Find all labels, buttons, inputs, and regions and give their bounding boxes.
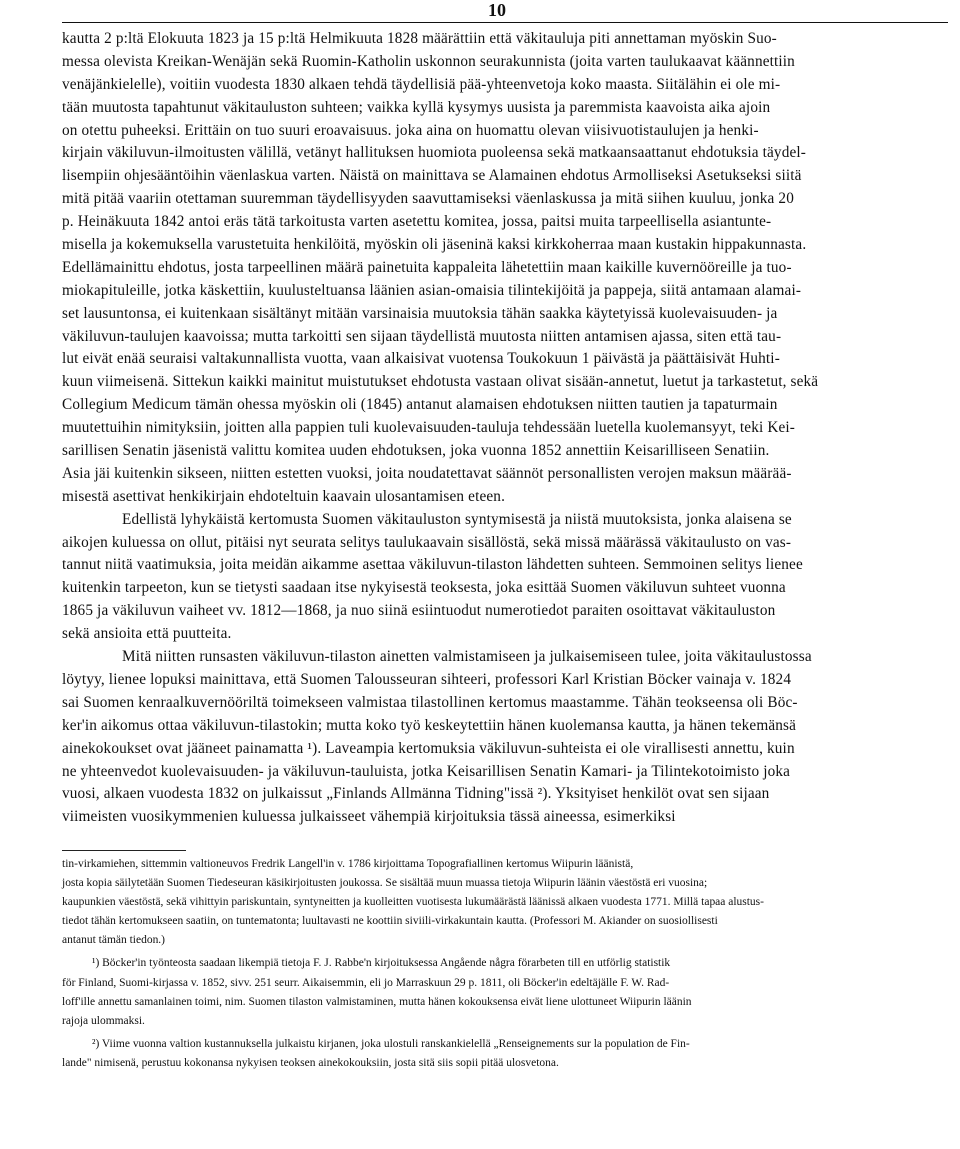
body-line: messa olevista Kreikan-Wenäjän sekä Ruomin-Katholin uskonnon seurakunnista (joita varten taulukaavat käännettiin bbox=[62, 52, 795, 70]
body-line: ker'in aikomus ottaa väkiluvun-tilastokin; mutta koko työ keskeytettiin hänen kuolemansa kautta, ja hänen tekemänsä bbox=[62, 716, 797, 734]
footnote-line: kaupunkien väestöstä, sekä vihittyin pariskuntain, syntyneitten ja kuolleitten vuotisesta lukumäärästä läänissä alkaen vuodesta 1771. Millä tapaa alustus- bbox=[62, 896, 764, 909]
body-line: misestä asettivat henkikirjain ehdoteltuin kaavain ulosantamisen eteen. bbox=[62, 487, 506, 505]
body-line: tään muutosta tapahtunut väkitauluston suhteen; vaikka kyllä kysymys uusista ja paremmista kaavoista aika ajoin bbox=[62, 98, 771, 116]
footnote-line: lande" nimisenä, perustuu kokonansa nykyisen teoksen ainekokouksiin, josta sitä siis sopii pitää ulosvetona. bbox=[62, 1056, 559, 1069]
footnote-line: tiedot tähän kertomukseen saatiin, on tuntematonta; luultavasti ne koottiin siviili-virkakuntain kautta. (Professori M. Akiander on suosiollisesti bbox=[62, 915, 718, 928]
body-line: on otettu puheeksi. Erittäin on tuo suuri eroavaisuus. joka aina on huomattu olevan viisivuotistaulujen ja henki- bbox=[62, 121, 759, 139]
footnote-line: ¹) Böcker'in työnteosta saadaan likempiä tietoja F. J. Rabbe'n kirjoituksessa Angående några förarbeten till en utförlig statistik bbox=[92, 957, 671, 970]
body-line: venäjänkielelle), voitiin vuodesta 1830 alkaen tehdä täydellisiä pää-yhteenvetoja koko maasta. Siitälähin ei ole mi- bbox=[62, 75, 781, 93]
header-rule bbox=[62, 22, 948, 23]
body-line: 1865 ja väkiluvun vaiheet vv. 1812—1868, ja nuo siinä esiintuodut numerotiedot paraiten osoittavat väkitauluston bbox=[62, 602, 776, 620]
body-line: viimeisten vuosikymmenien kuluessa julkaisseet vähempiä kirjoituksia tässä aineessa, esimerkiksi bbox=[62, 808, 676, 826]
footnote-line: ²) Viime vuonna valtion kustannuksella julkaistu kirjanen, joka ulostuli ranskankielellä „Renseignements sur la population de Fin- bbox=[92, 1037, 690, 1050]
body-line: lisempiin ohjesääntöihin väenlaskua varten. Näistä on mainittava se Alamainen ehdotus Armolliseksi Asetukseksi siitä bbox=[62, 167, 802, 185]
body-line: kirjain väkiluvun-ilmoitusten välillä, vetänyt hallituksen huomiota puoleensa sekä matkaansaattanut ehdotuksia täydel- bbox=[62, 144, 807, 162]
body-line: mitä pitää vaariin otettaman suuremman täydellisyyden saavuttamiseksi väenlaskussa ja mitä siihen kuuluu, jonka 20 bbox=[62, 190, 794, 208]
footnote-line: tin-virkamiehen, sittemmin valtioneuvos Fredrik Langell'in v. 1786 kirjoittama Topografiallinen kertomus Wiipurin läänistä, bbox=[62, 858, 634, 870]
body-line: tannut niitä vaatimuksia, joita meidän aikamme asettaa väkiluvun-tilaston lähdetten suhteen. Semmoinen selitys lienee bbox=[62, 556, 803, 574]
body-line: väkiluvun-taulujen kaavoissa; mutta tarkoitti sen sijaan täydellistä muutosta niitten antamisen ajassa, siten että tau- bbox=[62, 327, 782, 345]
footnotes bbox=[62, 855, 960, 1073]
body-line: Edellistä lyhykäistä kertomusta Suomen väkitauluston syntymisestä ja niistä muutoksista, jonka alaisena se bbox=[122, 510, 792, 528]
footnote-line: för Finland, Suomi-kirjassa v. 1852, sivv. 251 seurr. Aikaisemmin, eli jo Marraskuun 29 p. 1811, oli Böcker'in edeltäjälle F. W. Rad- bbox=[62, 976, 670, 989]
body-line: sarillisen Senatin jäsenistä valittu komitea uuden ehdotuksen, joka vuonna 1852 annettiin Keisarilliseen Senatiin. bbox=[62, 442, 770, 460]
body-line: sekä ansioita että puutteita. bbox=[62, 625, 232, 643]
body-line: Mitä niitten runsasten väkiluvun-tilaston ainetten valmistamiseen ja julkaisemiseen tulee, joita väkitaulustossa bbox=[122, 648, 812, 666]
body-line: kuun viimeisenä. Sittekun kaikki mainitut muistutukset ehdotusta vastaan olivat sisään-annetut, luetut ja tarkastetut, sekä bbox=[62, 373, 819, 391]
body-line: Collegium Medicum tämän ohessa myöskin oli (1845) antanut alamaisen ehdotuksen niitten tautien ja tapaturmain bbox=[62, 396, 778, 414]
footnote-line: josta kopia säilytetään Suomen Tiedeseuran käsikirjoitusten joukossa. Se sisältää muun muassa tietoja Wiipurin läänin väestöstä eri vuosina; bbox=[62, 877, 708, 890]
body-line: vuosi, alkaen vuodesta 1832 on julkaissut „Finlands Allmänna Tidning"issä ²). Yksityiset henkilöt ovat sen sijaan bbox=[62, 785, 770, 803]
body-line: miokapituleille, jotka käskettiin, kuulusteltuansa läänien asian-omaisia tilintekijöitä ja pappeja, siitä antamaan alamai- bbox=[62, 281, 802, 299]
body-line: misella ja kokemuksella varustetuita henkilöitä, myöskin oli jäseninä kaksi kirkkoherraa maan kustakin hippakunnasta. bbox=[62, 236, 807, 254]
body-line: Asia jäi kuitenkin sikseen, niitten estetten vuoksi, joita noudatettavat säännöt personallisten verojen maksun määrää- bbox=[62, 464, 792, 482]
body-line: sai Suomen kenraalkuvernööriltä toimekseen valmistaa tilastollinen kertomus maastamme. Tähän teokseensa oli Böc- bbox=[62, 693, 798, 711]
body-line: ne yhteenvedot kuolevaisuuden- ja väkiluvun-tauluista, jotka Keisarillisen Senatin Kamari- ja Tilintekotoimisto joka bbox=[62, 762, 791, 780]
body-line: p. Heinäkuuta 1842 antoi eräs tätä tarkoitusta varten asetettu komitea, jossa, paitsi muita tarpeellisella asiantunte- bbox=[62, 213, 772, 231]
body-line: ainekokoukset ovat jääneet painamatta ¹). Laveampia kertomuksia väkiluvun-suhteista ei ole virallisesti annettu, kuin bbox=[62, 739, 795, 757]
body-line: aikojen kuluessa on ollut, pitäisi nyt seurata selitys taulukaavain sisällöstä, sekä missä määrässä väkitaulusto on vas- bbox=[62, 533, 792, 551]
body-line: set lausuntonsa, ei kuitenkaan sisältänyt mitään varsinaisia muutoksia tähän saakka käytetyissä kuolevaisuuden- ja bbox=[62, 304, 778, 322]
body-text bbox=[62, 28, 960, 829]
body-line: kuitenkin tarpeeton, kun se tietysti saadaan itse nykyisestä teoksesta, joka esittää Suomen väkiluvun suhteet vuonna bbox=[62, 579, 786, 597]
body-line: muutettuihin nimityksiin, joitten alla pappien tuli kuolevaisuuden-tauluja tehdessään luetella kuolemansyyt, teki Kei- bbox=[62, 419, 796, 437]
body-line: kautta 2 p:ltä Elokuuta 1823 ja 15 p:ltä Helmikuuta 1828 määrättiin että väkitauluja piti annettaman myöskin Suo- bbox=[62, 30, 777, 47]
footnote-rule bbox=[62, 850, 186, 851]
footnote-line: antanut tämän tiedon.) bbox=[62, 934, 166, 947]
footnote-line: rajoja ulommaksi. bbox=[62, 1014, 145, 1027]
body-line: Edellämainittu ehdotus, josta tarpeellinen määrä painetuita kappaleita lähetettiin maan kaikille kuvernööreille ja tuo- bbox=[62, 258, 792, 276]
footnote-line: loff'ille annettu samanlainen toimi, nim. Suomen tilaston valmistaminen, mutta hänen kokouksensa eivät liene ulottuneet Wiipurin läänin bbox=[62, 995, 692, 1008]
body-line: löytyy, lienee lopuksi mainittava, että Suomen Talousseuran sihteeri, professori Karl Kristian Böcker vainaja v. 1824 bbox=[62, 670, 792, 688]
page-number: 10 bbox=[488, 0, 506, 20]
body-line: lut eivät enää seuraisi valtakunnallista vuotta, vaan alkaisivat vuotensa Toukokuun 1 päivästä ja päättäisivät Huhti- bbox=[62, 350, 780, 368]
